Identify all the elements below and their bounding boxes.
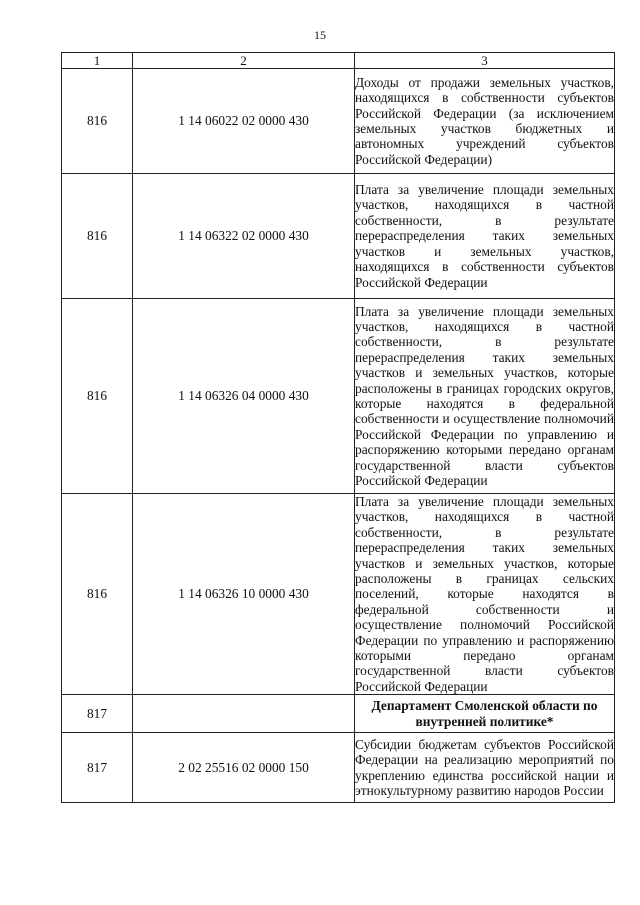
budget-code-cell: 1 14 06022 02 0000 430 (133, 69, 355, 174)
page-number: 15 (314, 28, 326, 42)
table-row (62, 494, 615, 695)
description-cell: Плата за увеличение площади земельных участков, находящихся в частной собственности, в результате перераспределения таких земельных участков и земельных участков, которые расположены в границах городских округов, которые находятся в федеральной собственности и осуществление полномочий Российской Федерации по управлению и распоряжению которыми передано органам государственной власти субъектов Российской Федерации (355, 299, 615, 494)
budget-code-cell: 2 02 25516 02 0000 150 (133, 733, 355, 803)
description-cell: Доходы от продажи земельных участков, находящихся в собственности субъектов Российской Федерации (за исключением земельных участков бюджетных и автономных учреждений субъектов Российской Федерации) (355, 69, 615, 174)
admin-code-cell: 816 (62, 174, 133, 299)
table-row (62, 695, 615, 733)
column-header-2: 2 (133, 53, 355, 69)
admin-code-cell: 817 (62, 733, 133, 803)
table-row (62, 733, 615, 803)
budget-code-cell: 1 14 06322 02 0000 430 (133, 174, 355, 299)
admin-code-cell: 817 (62, 695, 133, 733)
budget-code-cell: 1 14 06326 04 0000 430 (133, 299, 355, 494)
column-header-3: 3 (355, 53, 615, 69)
column-header-1: 1 (62, 53, 133, 69)
admin-code-cell: 816 (62, 299, 133, 494)
table-row (62, 174, 615, 299)
admin-code-cell: 816 (62, 494, 133, 695)
description-cell: Плата за увеличение площади земельных участков, находящихся в частной собственности, в результате перераспределения таких земельных участков и земельных участков, которые расположены в границах сельских поселений, которые находятся в федеральной собственности и осуществление полномочий Российской Федерации по управлению и распоряжению которыми передано органам государственной власти субъектов Российской Федерации (355, 494, 614, 694)
budget-code-cell: 1 14 06326 10 0000 430 (133, 494, 355, 695)
table-row (62, 69, 615, 174)
description-cell: Плата за увеличение площади земельных участков, находящихся в частной собственности, в результате перераспределения таких земельных участков и земельных участков, находящихся в собственности субъектов Российской Федерации (355, 174, 615, 299)
admin-code-cell: 816 (62, 69, 133, 174)
budget-classification-table (61, 52, 615, 803)
table-row (62, 299, 615, 494)
department-heading: Департамент Смоленской области по внутренней политике* (355, 695, 615, 733)
table-header-row (62, 53, 615, 69)
description-cell: Субсидии бюджетам субъектов Российской Федерации на реализацию мероприятий по укреплению единства российской нации и этнокультурному развитию народов России (355, 733, 615, 803)
budget-code-cell (133, 695, 355, 733)
